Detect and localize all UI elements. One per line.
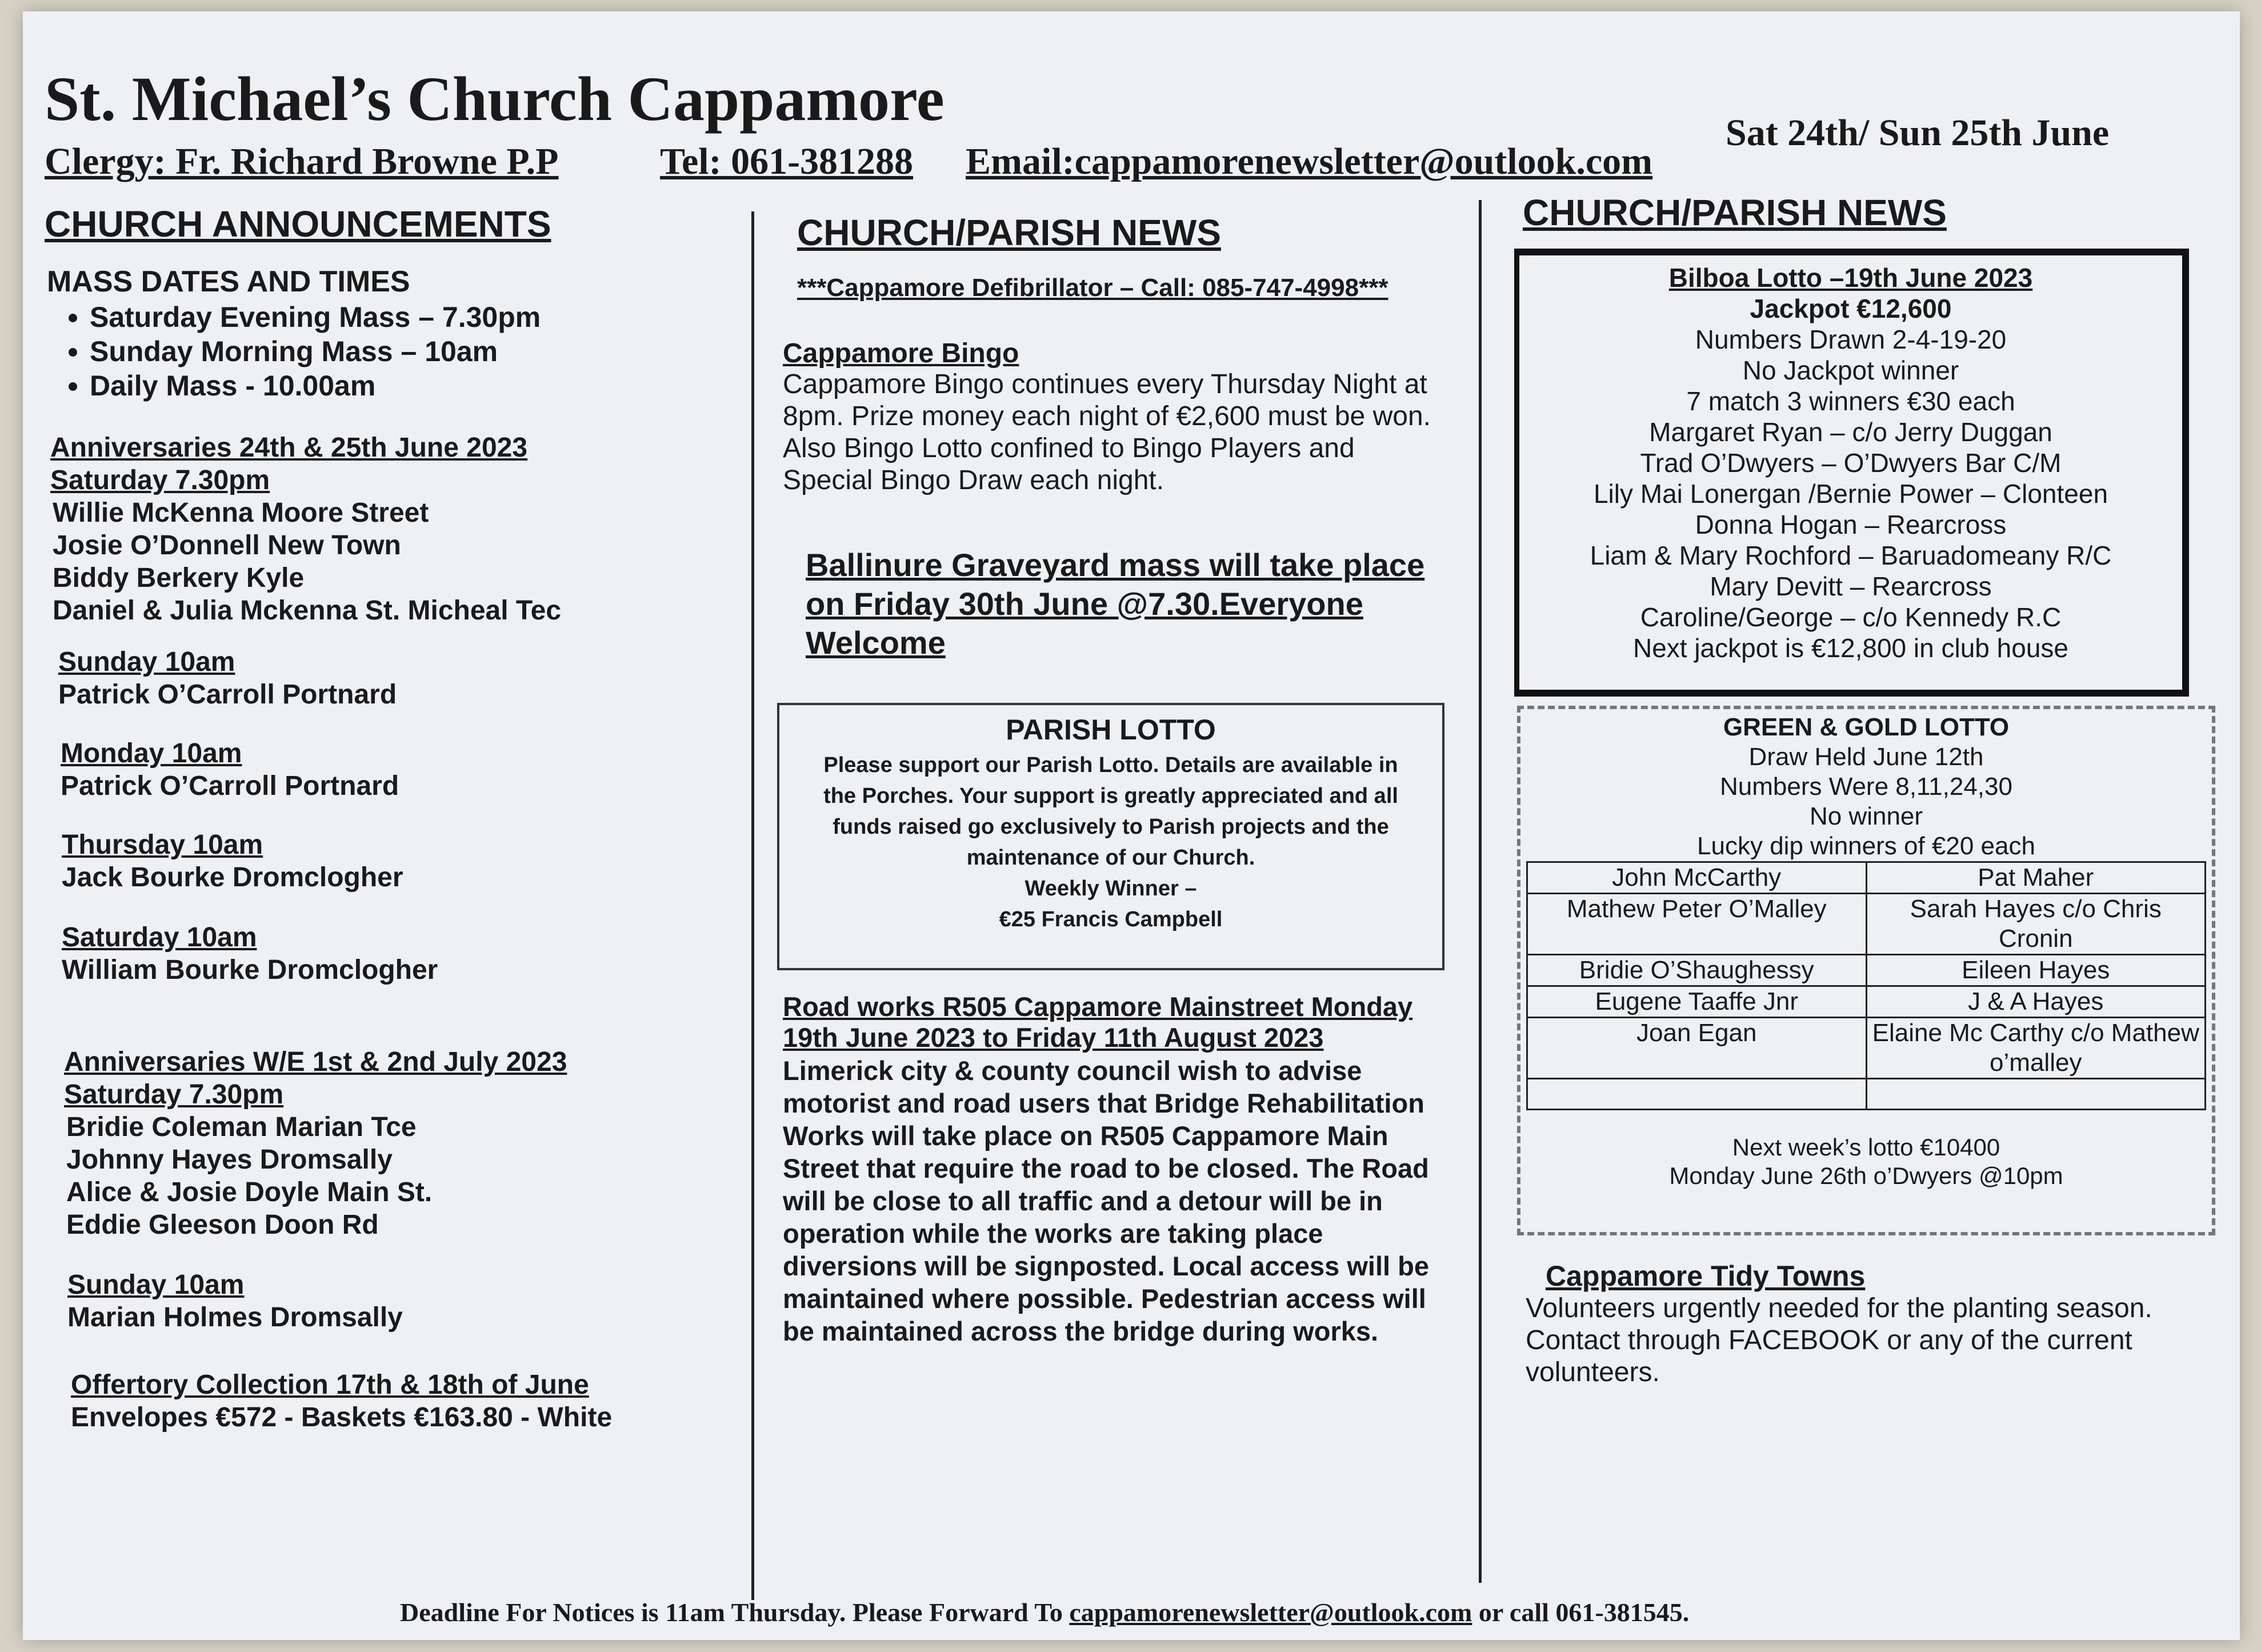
deadline-footer	[400, 1597, 1689, 1627]
winner-cell: Joan Egan	[1527, 1018, 1867, 1079]
roadworks-line: maintained where possible. Pedestrian access will	[783, 1283, 1426, 1314]
date-line: Sat 24th/ Sun 25th June	[1726, 112, 2110, 154]
green-gold-next	[1520, 1133, 2212, 1190]
announcements-heading: CHURCH ANNOUNCEMENTS	[45, 203, 551, 245]
graveyard-line: Ballinure Graveyard mass will take place	[806, 547, 1425, 583]
mass-list	[47, 300, 541, 403]
anniversary-name: Daniel & Julia Mckenna St. Micheal Tec	[53, 595, 562, 626]
parish-lotto-box	[777, 703, 1444, 970]
winner-cell: J & A Hayes	[1866, 986, 2206, 1018]
anniversary-name: Alice & Josie Doyle Main St.	[66, 1177, 433, 1207]
footer-email-link[interactable]: cappamorenewsletter@outlook.com	[1069, 1598, 1472, 1627]
tidy-line: Contact through FACEBOOK or any of the current	[1526, 1325, 2132, 1355]
lucky-dip-winners-table	[1526, 861, 2206, 1110]
anniversary-name: Willie McKenna Moore Street	[53, 498, 429, 528]
thursday-heading: Thursday 10am	[62, 830, 263, 860]
roadworks-heading-line: Road works R505 Cappamore Mainstreet Monday	[783, 991, 1413, 1022]
roadworks-heading-line: 19th June 2023 to Friday 11th August 2023	[783, 1022, 1324, 1053]
winner-cell: Sarah Hayes c/o Chris Cronin	[1866, 894, 2206, 955]
monday-heading: Monday 10am	[61, 738, 242, 769]
winner-cell: Bridie O’Shaughessy	[1527, 955, 1867, 986]
bingo-line: Special Bingo Draw each night.	[783, 465, 1164, 495]
winner-cell	[1527, 1079, 1867, 1110]
green-gold-lotto-box	[1517, 706, 2215, 1235]
bilboa-line: Caroline/George – c/o Kennedy R.C	[1640, 602, 2062, 632]
roadworks-heading	[783, 991, 1412, 1053]
tidy-line: volunteers.	[1526, 1357, 1660, 1387]
saturday-heading: Saturday 7.30pm	[50, 465, 270, 495]
winner-cell: Eugene Taaffe Jnr	[1527, 986, 1867, 1018]
roadworks-line: will be close to all traffic and a detour will be in	[783, 1186, 1383, 1216]
offertory-heading: Offertory Collection 17th & 18th of June	[71, 1370, 589, 1400]
bilboa-line: 7 match 3 winners €30 each	[1686, 386, 2015, 416]
lotto-line: €25 Francis Campbell	[999, 907, 1223, 931]
anniversaries-july-heading: Anniversaries W/E 1st & 2nd July 2023	[64, 1047, 567, 1077]
bingo-line: Cappamore Bingo continues every Thursday Night at	[783, 369, 1427, 399]
graveyard-mass-notice	[806, 546, 1424, 662]
anniversary-name: Josie O’Donnell New Town	[53, 530, 401, 561]
roadworks-line: operation while the works are taking place	[783, 1218, 1323, 1249]
anniversary-name: Johnny Hayes Dromsally	[66, 1145, 393, 1175]
mass-item: • Daily Mass - 10.00am	[90, 369, 541, 403]
anniversary-name: William Bourke Dromclogher	[62, 955, 438, 985]
green-gold-line: Draw Held June 12th	[1748, 743, 1984, 771]
roadworks-text	[783, 1054, 1429, 1347]
anniversary-name: Biddy Berkery Kyle	[53, 563, 305, 593]
table-row	[1527, 894, 2206, 955]
bilboa-line: Donna Hogan – Rearcross	[1695, 510, 2007, 539]
graveyard-line: on Friday 30th June @7.30.Everyone	[806, 586, 1363, 622]
newsletter-page	[23, 11, 2240, 1640]
saturday-heading: Saturday 7.30pm	[64, 1079, 284, 1110]
parish-news-heading: CHURCH/PARISH NEWS	[797, 212, 1221, 253]
bilboa-line: Margaret Ryan – c/o Jerry Duggan	[1649, 417, 2052, 447]
bilboa-line: Numbers Drawn 2-4-19-20	[1695, 325, 2007, 354]
roadworks-line: diversions will be signposted. Local access will be	[783, 1251, 1429, 1281]
green-gold-line: Lucky dip winners of €20 each	[1697, 832, 2035, 860]
bilboa-lotto-title: Bilboa Lotto –19th June 2023	[1668, 263, 2033, 293]
green-gold-line: Numbers Were 8,11,24,30	[1720, 773, 2012, 801]
table-row	[1527, 1079, 2206, 1110]
bilboa-line: Lily Mai Lonergan /Bernie Power – Clonteen	[1593, 479, 2108, 509]
defibrillator-notice: ***Cappamore Defibrillator – Call: 085-747-4998***	[797, 274, 1388, 302]
parish-news-heading-right: CHURCH/PARISH NEWS	[1523, 192, 1947, 233]
winner-cell: Elaine Mc Carthy c/o Mathew o’malley	[1866, 1018, 2206, 1079]
offertory-text: Envelopes €572 - Baskets €163.80 - White	[71, 1402, 613, 1433]
winner-cell: Eileen Hayes	[1866, 955, 2206, 986]
footer-text: Deadline For Notices is 11am Thursday. Please Forward To	[400, 1598, 1070, 1627]
anniversary-name: Bridie Coleman Marian Tce	[66, 1112, 417, 1142]
mass-item: • Sunday Morning Mass – 10am	[90, 334, 541, 369]
parish-lotto-title: PARISH LOTTO	[1006, 714, 1216, 746]
anniversary-name: Patrick O’Carroll Portnard	[58, 679, 397, 710]
table-row	[1527, 1018, 2206, 1079]
bilboa-line: Liam & Mary Rochford – Baruadomeany R/C	[1590, 541, 2112, 570]
winner-cell	[1866, 1079, 2206, 1110]
tidy-towns-text	[1526, 1293, 2152, 1389]
bilboa-line: Next jackpot is €12,800 in club house	[1632, 633, 2069, 663]
lotto-line: maintenance of our Church.	[966, 846, 1255, 870]
roadworks-line: Works will take place on R505 Cappamore Main	[783, 1121, 1388, 1151]
next-lotto-line: Next week’s lotto €10400	[1732, 1134, 2000, 1161]
anniversary-name: Marian Holmes Dromsally	[67, 1302, 403, 1333]
tidy-line: Volunteers urgently needed for the planting season.	[1526, 1293, 2152, 1323]
lotto-line: Please support our Parish Lotto. Details are available in	[823, 753, 1398, 777]
sunday-heading: Sunday 10am	[67, 1270, 245, 1300]
mass-item: • Saturday Evening Mass – 7.30pm	[90, 300, 541, 334]
anniversary-name: Eddie Gleeson Doon Rd	[66, 1210, 379, 1240]
page-title: St. Michael’s Church Cappamore	[45, 64, 945, 134]
table-row	[1527, 862, 2206, 894]
column-divider	[1479, 200, 1482, 1583]
table-row	[1527, 986, 2206, 1018]
graveyard-line: Welcome	[806, 625, 946, 661]
anniversary-name: Jack Bourke Dromclogher	[62, 862, 403, 893]
sunday-heading: Sunday 10am	[58, 647, 235, 677]
footer-text: or call 061-381545.	[1472, 1598, 1690, 1627]
email-line: Email:cappamorenewsletter@outlook.com	[966, 141, 1653, 182]
green-gold-title: GREEN & GOLD LOTTO	[1723, 713, 2010, 741]
bilboa-lotto-box	[1514, 249, 2189, 697]
bilboa-lotto-text	[1519, 262, 2182, 663]
roadworks-line: Street that require the road to be closed. The Road	[783, 1153, 1429, 1183]
winner-cell: Pat Maher	[1866, 862, 2206, 894]
saturday-10am-heading: Saturday 10am	[62, 922, 257, 953]
winner-cell: Mathew Peter O’Malley	[1527, 894, 1867, 955]
bingo-line: 8pm. Prize money each night of €2,600 must be won.	[783, 401, 1431, 431]
lotto-line: funds raised go exclusively to Parish projects and the	[833, 815, 1389, 839]
parish-lotto-text	[779, 750, 1442, 935]
green-gold-text	[1520, 713, 2212, 861]
bilboa-line: Trad O’Dwyers – O’Dwyers Bar C/M	[1640, 448, 2062, 478]
clergy-line: Clergy: Fr. Richard Browne P.P	[45, 141, 559, 182]
tidy-towns-heading: Cappamore Tidy Towns	[1546, 1260, 1866, 1292]
bilboa-line: Jackpot €12,600	[1750, 294, 1952, 323]
roadworks-line: Limerick city & county council wish to advise	[783, 1055, 1362, 1086]
bingo-line: Also Bingo Lotto confined to Bingo Players and	[783, 433, 1355, 463]
tel-line: Tel: 061-381288	[660, 141, 914, 182]
lotto-line: the Porches. Your support is greatly appreciated and all	[823, 784, 1398, 808]
column-divider	[751, 211, 754, 1600]
green-gold-line: No winner	[1809, 802, 1923, 830]
mass-heading: MASS DATES AND TIMES	[47, 265, 410, 298]
roadworks-line: be maintained across the bridge during works.	[783, 1316, 1379, 1346]
anniversaries-heading: Anniversaries 24th & 25th June 2023	[50, 433, 528, 463]
table-row	[1527, 955, 2206, 986]
winner-cell: John McCarthy	[1527, 862, 1867, 894]
bilboa-line: Mary Devitt – Rearcross	[1710, 571, 1992, 601]
lotto-line: Weekly Winner –	[1025, 877, 1197, 901]
anniversary-name: Patrick O’Carroll Portnard	[61, 771, 399, 801]
bingo-heading: Cappamore Bingo	[783, 338, 1019, 369]
next-lotto-line: Monday June 26th o’Dwyers @10pm	[1669, 1162, 2063, 1189]
roadworks-line: motorist and road users that Bridge Rehabilitation	[783, 1088, 1424, 1118]
bingo-text	[783, 369, 1431, 497]
bilboa-line: No Jackpot winner	[1742, 355, 1959, 385]
